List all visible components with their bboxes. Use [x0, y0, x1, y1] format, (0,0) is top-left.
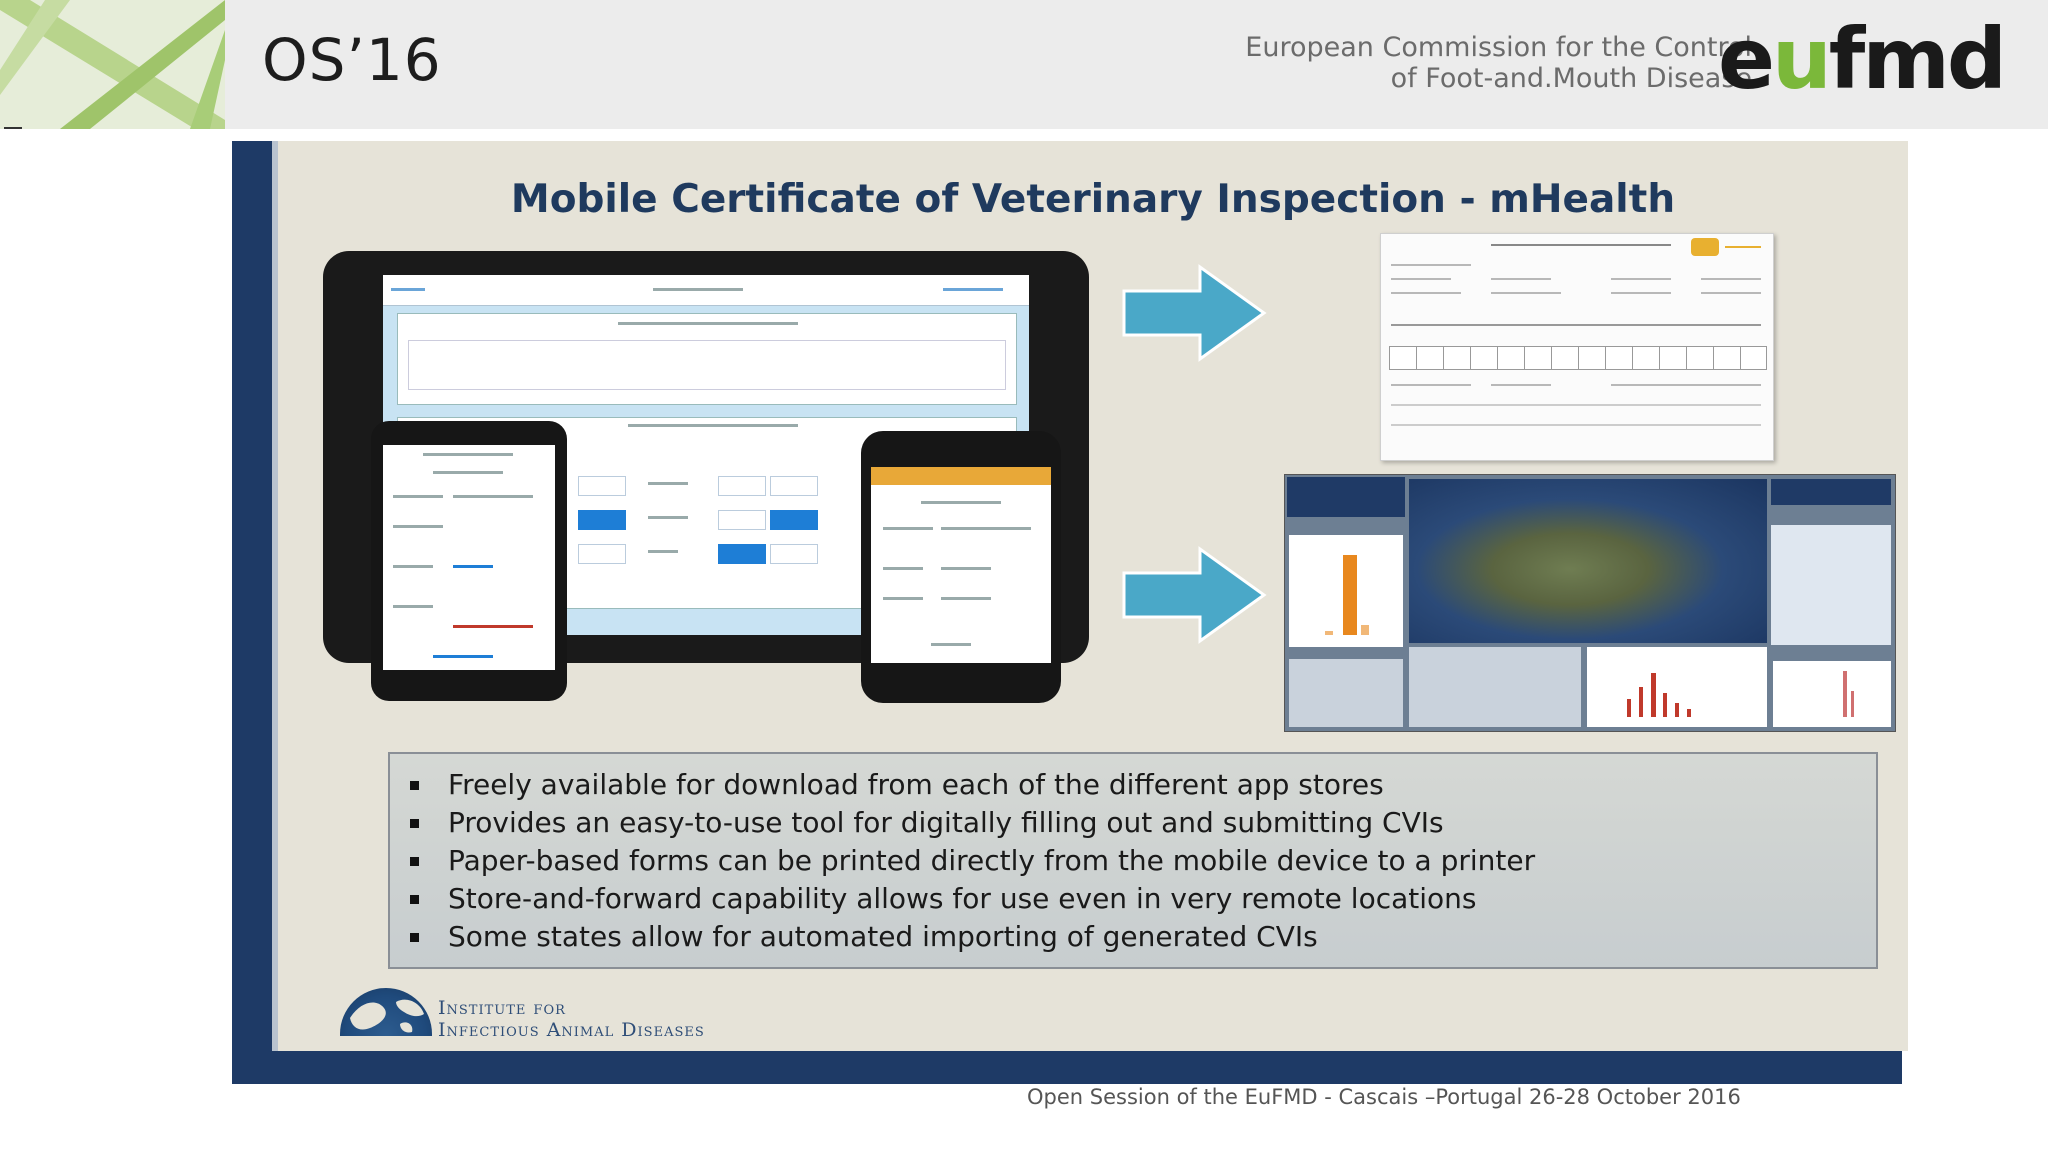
arrow-right-icon	[1118, 263, 1268, 363]
bullet-item: Paper-based forms can be printed directly from the mobile device to a printer	[448, 842, 1876, 880]
iphone-device-image	[371, 421, 567, 701]
slide-title: Mobile Certificate of Veterinary Inspection - mHealth	[510, 177, 1676, 222]
bullet-item: Provides an easy-to-use tool for digitally filling out and submitting CVIs	[448, 804, 1876, 842]
tablet-form-card	[397, 313, 1017, 405]
institute-logo-text	[438, 997, 705, 1041]
organization-line-1: European Commission for the Control	[1245, 32, 1752, 63]
bullet-item: Store-and-forward capability allows for use even in very remote locations	[448, 880, 1876, 918]
iphone-screen	[383, 445, 555, 670]
footer-text: Open Session of the EuFMD - Cascais –Portugal 26-28 October 2016	[1027, 1085, 1741, 1109]
feature-bullet-list	[388, 752, 1878, 969]
surveillance-dashboard-image	[1284, 474, 1896, 732]
android-screen	[871, 467, 1051, 663]
header-tick	[4, 127, 22, 129]
bullet-item: Freely available for download from each of the different app stores	[448, 766, 1876, 804]
eufmd-logo-leaf: u	[1771, 10, 1829, 108]
os16-decorative-ribbons	[0, 0, 225, 129]
tablet-app-bar	[383, 275, 1029, 306]
eufmd-logo-e: e	[1718, 10, 1772, 108]
organization-line-2: of Foot-and.Mouth Disease	[1390, 63, 1752, 94]
slide-frame	[232, 141, 1902, 1084]
eufmd-logo-fmd: fmd	[1828, 10, 2004, 108]
eufmd-logo	[1718, 10, 2004, 108]
institute-line-2: Infectious Animal Diseases	[438, 1019, 705, 1041]
slide-content	[272, 141, 1908, 1051]
header-band	[0, 0, 2048, 129]
bullet-item: Some states allow for automated importing of generated CVIs	[448, 918, 1876, 956]
arrow-right-icon	[1118, 545, 1268, 645]
android-device-image	[861, 431, 1061, 703]
organization-name	[1245, 32, 1752, 94]
institute-line-1: Institute for	[438, 997, 566, 1019]
cvi-document-preview-image	[1380, 233, 1774, 461]
map-image	[1409, 479, 1767, 643]
event-logo: OS’16	[262, 26, 442, 94]
globe-icon	[340, 988, 432, 1036]
